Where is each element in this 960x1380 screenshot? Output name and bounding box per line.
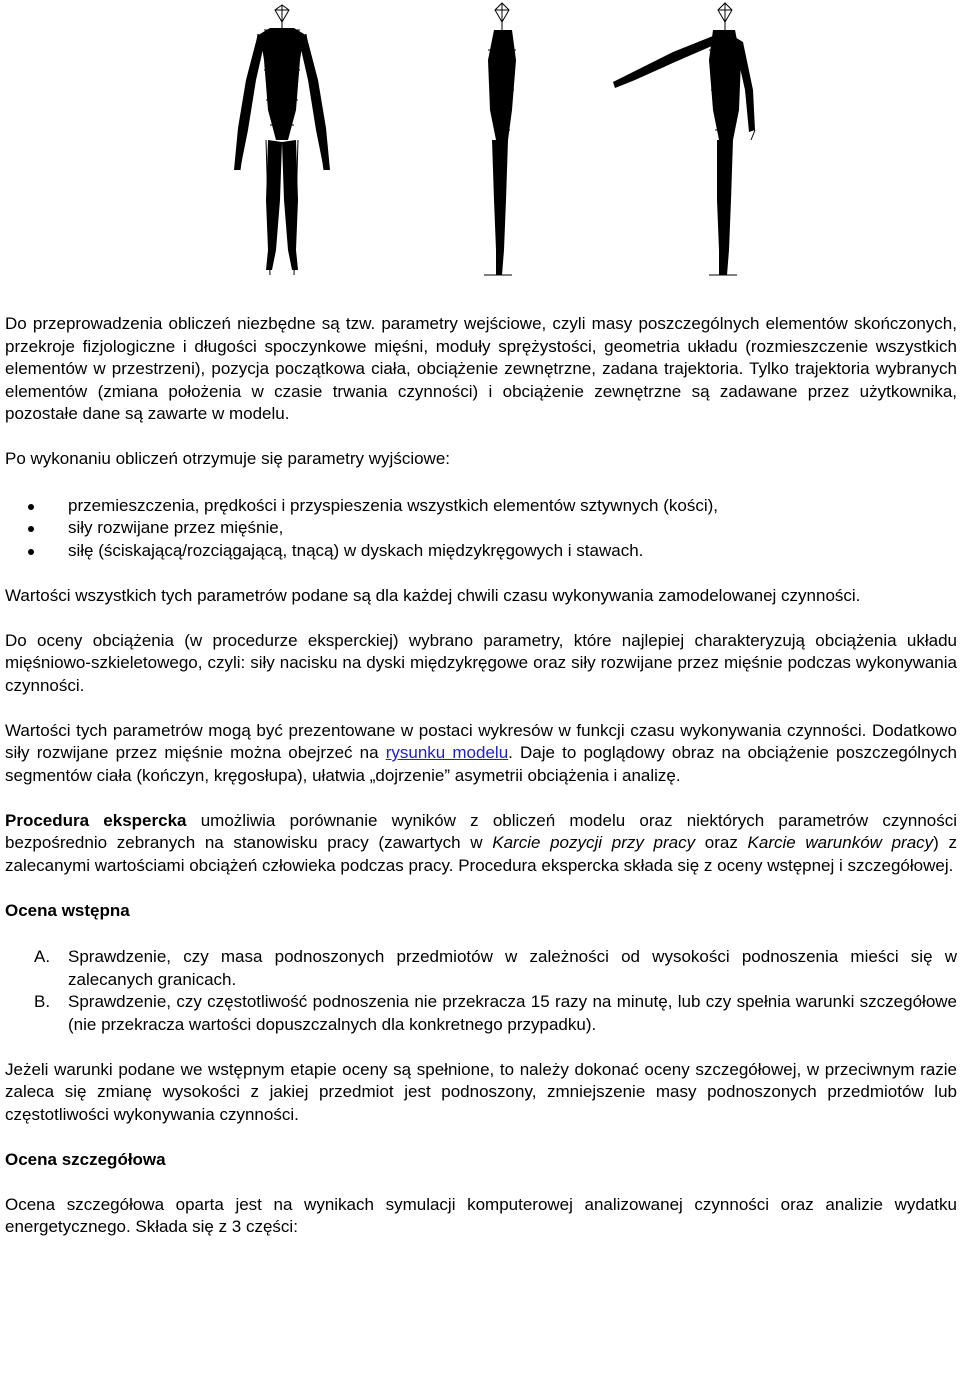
list-item [5,495,957,518]
skeleton-front-figure [200,0,360,290]
preliminary-checks-list [5,946,957,1036]
list-item [5,991,957,1036]
list-marker: A. [34,947,51,966]
paragraph-load-assessment: Do oceny obciążenia (w procedurze eksperckiej) wybrano parametry, które najlepiej charakteryzują obciążenia układu mięśniowo-szkieletowego, czyli: siły nacisku na dyski międzykręgowe oraz siły rozwijane przez mięśnie podczas wykonywania czynności. [5,630,957,695]
paragraph-values-per-time: Wartości wszystkich tych parametrów podane są dla każdej chwili czasu wykonywania zamodelowanej czynności. [5,585,861,605]
paragraph-presentation [5,720,957,788]
model-figure-link[interactable]: rysunku modelu [385,743,509,762]
text-span: ) z zalecanymi wartościami obciążeń człowieka podczas pracy. Procedura ekspercka składa się z oceny wstępnej i szczegółowej. [5,833,958,875]
list-marker: B. [34,992,51,1011]
list-item [5,540,957,563]
skeleton-side-figure [440,0,560,290]
document-body [5,313,957,1239]
text-span: Wartości tych parametrów mogą być prezentowane w postaci wykresów w funkcji czasu wykonywania czynności. Dodatkowo siły rozwijane przez mięśnie można obejrzeć na [5,720,957,762]
bullet-icon [28,549,34,555]
list-item [5,517,957,540]
text-span: . Daje to poglądowy obraz na obciążenie poszczególnych segmentów ciała (kończyn, kręgosłupa), ułatwia „dojrzenie” asymetrii obciążenia i analizę. [5,743,957,785]
model-figures [0,0,960,290]
paragraph-detailed-assessment: Ocena szczegółowa oparta jest na wynikach symulacji komputerowej analizowanej czynności oraz analizie wydatku energetycznego. Składa się z 3 części: [5,1194,957,1236]
paragraph-output-intro: Po wykonaniu obliczeń otrzymuje się parametry wyjściowe: [5,449,451,468]
bullet-icon [28,504,34,510]
bold-term: Procedura ekspercka [5,810,187,830]
output-parameters-list [5,495,957,563]
text-span: oraz [695,833,748,852]
list-item-text: Sprawdzenie, czy masa podnoszonych przedmiotów w zależności od wysokości podnoszenia mieści się w zalecanych granicach. [68,947,957,989]
paragraph-expert-procedure [5,810,957,878]
skeleton-reaching-figure [605,0,805,290]
list-item-text: siły rozwijane przez mięśnie, [68,518,284,537]
paragraph-input-parameters: Do przeprowadzenia obliczeń niezbędne są tzw. parametry wejściowe, czyli masy poszczególnych elementów skończonych, przekroje fizjologiczne i długości spoczynkowe mięśni, moduły sprężystości, geometria układu (rozmieszczenie wszystkich elementów w przestrzeni), pozycja początkowa ciała, obciążenie zewnętrzne, zadana trajektoria. Tylko trajektoria wybranych elementów (zmiana położenia w czasie trwania czynności) i obciążenie zewnętrzne są zadawane przez użytkownika, pozostałe dane są zawarte w modelu. [5,314,957,423]
heading-detailed-assessment: Ocena szczegółowa [5,1149,166,1169]
bullet-icon [28,526,34,532]
list-item-text: przemieszczenia, prędkości i przyspieszenia wszystkich elementów sztywnych (kości), [68,495,718,515]
list-item [5,946,957,991]
italic-term: Karcie warunków pracy [747,833,934,852]
italic-term: Karcie pozycji przy pracy [492,833,696,852]
list-item-text: Sprawdzenie, czy częstotliwość podnoszenia nie przekracza 15 razy na minutę, lub czy spełnia warunki szczegółowe (nie przekracza wartości dopuszczalnych dla konkretnego przypadku). [68,992,957,1034]
text-span: umożliwia porównanie wyników z obliczeń modelu oraz niektórych parametrów czynności bezpośrednio zebranych na stanowisku pracy (zawartych w [5,810,958,852]
list-item-text: siłę (ściskającą/rozciągającą, tnącą) w dyskach międzykręgowych i stawach. [68,540,644,560]
heading-preliminary-assessment: Ocena wstępna [5,900,130,920]
paragraph-conditions: Jeżeli warunki podane we wstępnym etapie oceny są spełnione, to należy dokonać oceny szczegółowej, w przeciwnym razie zaleca się zmianę wysokości z jakiej przedmiot jest podnoszony, zmniejszenie masy podnoszonych przedmiotów lub częstotliwości wykonywania czynności. [5,1059,957,1124]
